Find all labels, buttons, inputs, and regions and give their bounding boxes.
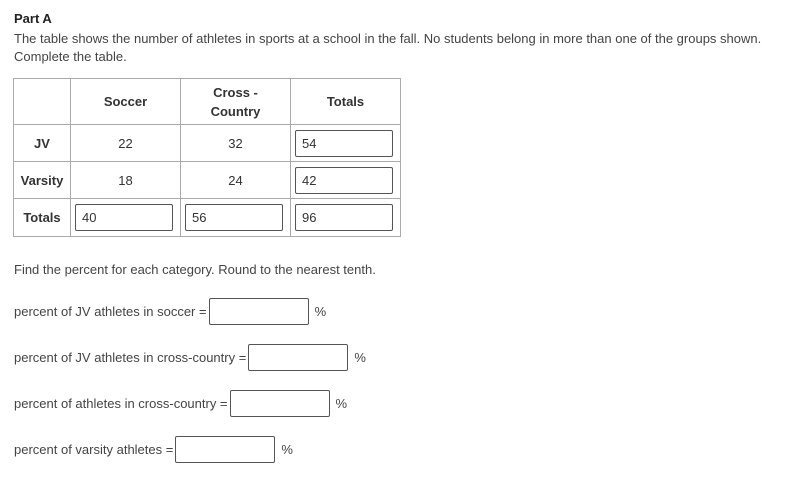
answer-input-cross-country[interactable] [230,390,330,417]
header-soccer: Soccer [71,79,181,125]
header-totals: Totals [291,79,401,125]
totals-cross-country-input[interactable]: 56 [185,204,283,231]
answer-input-varsity[interactable] [175,436,275,463]
jv-cross-country-cell: 32 [181,125,291,162]
varsity-cross-country-cell: 24 [181,162,291,199]
table-row-jv [14,125,401,162]
totals-soccer-cell [71,199,181,237]
table-header-row [14,79,401,125]
table-row-varsity [14,162,401,199]
answer-input-jv-soccer[interactable] [209,298,309,325]
question-jv-cross-country [14,344,366,371]
question-varsity [14,436,293,463]
part-title: Part A [14,11,52,26]
totals-totals-input[interactable]: 96 [295,204,393,231]
row-label-varsity: Varsity [14,162,71,199]
jv-totals-cell [291,125,401,162]
percent-sign: % [314,304,327,319]
header-empty [14,79,71,125]
intro-text: The table shows the number of athletes in sports at a school in the fall. No students belong in more than one of the groups shown. Complete the table. [14,31,762,64]
jv-totals-input[interactable]: 54 [295,130,393,157]
percent-sign: % [335,396,348,411]
question-jv-soccer [14,298,326,325]
percent-sign: % [281,442,293,457]
question-label: percent of JV athletes in soccer = [14,304,207,319]
row-label-totals: Totals [14,199,71,237]
totals-soccer-input[interactable]: 40 [75,204,173,231]
question-cross-country [14,390,347,417]
varsity-soccer-cell: 18 [71,162,181,199]
header-cross-country: Cross - Country [181,79,291,125]
question-label: percent of varsity athletes = [14,442,174,457]
jv-soccer-cell: 22 [71,125,181,162]
row-label-jv: JV [14,125,71,162]
table-row-totals [14,199,401,237]
question-label: percent of JV athletes in cross-country = [14,350,247,365]
answer-input-jv-cross-country[interactable] [248,344,348,371]
totals-cross-country-cell [181,199,291,237]
instructions-text: Find the percent for each category. Round to the nearest tenth. [14,262,376,277]
varsity-totals-input[interactable]: 42 [295,167,393,194]
athletes-table [13,78,401,237]
totals-totals-cell [291,199,401,237]
percent-sign: % [354,350,366,365]
question-label: percent of athletes in cross-country = [14,396,228,411]
varsity-totals-cell [291,162,401,199]
